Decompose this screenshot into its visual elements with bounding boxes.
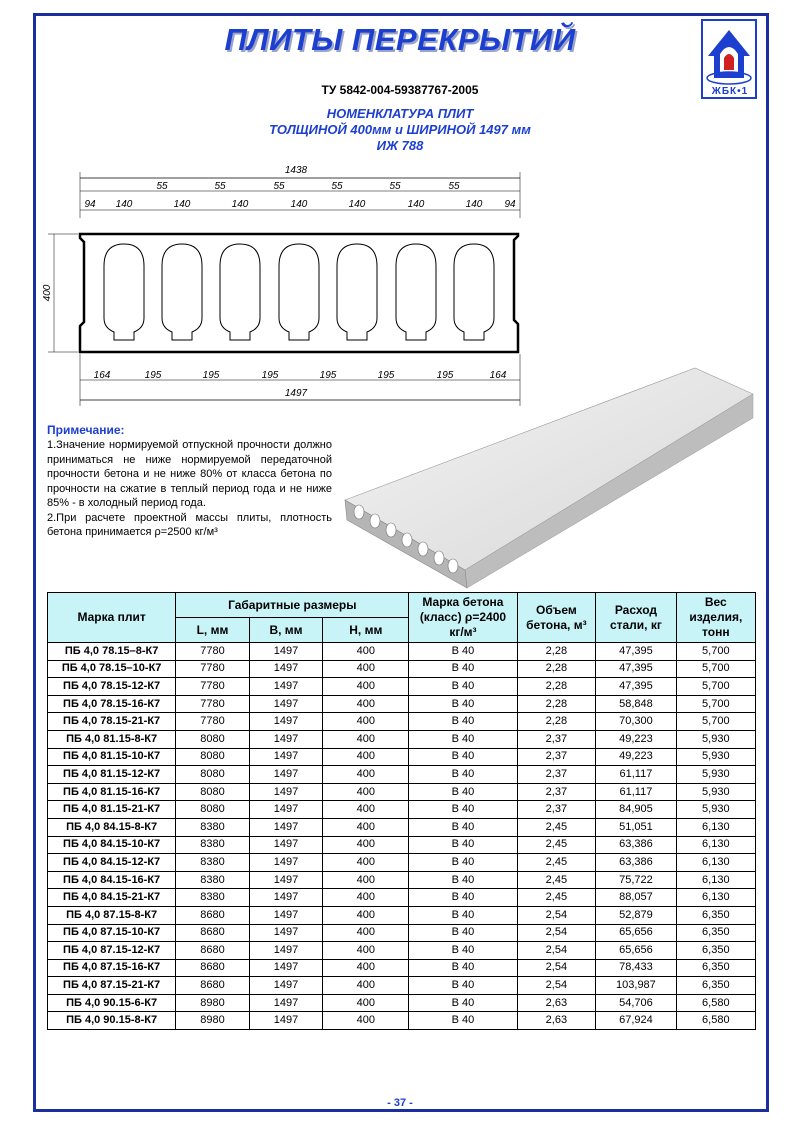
table-row (48, 748, 756, 766)
dim-void: 140 (115, 199, 133, 210)
table-cell: 2,28 (517, 678, 596, 696)
table-cell: 1497 (249, 730, 323, 748)
dim-pitch: 195 (144, 370, 162, 381)
header-weight: Вес изделия, тонн (676, 593, 755, 643)
table-cell: 400 (323, 660, 409, 678)
table-cell: 5,930 (676, 801, 755, 819)
table-row (48, 766, 756, 784)
table-cell-mark: ПБ 4,0 87.15-8-К7 (48, 906, 176, 924)
table-cell-mark: ПБ 4,0 90.15-8-К7 (48, 1012, 176, 1030)
header-steel: Расход стали, кг (596, 593, 676, 643)
table-cell-mark: ПБ 4,0 90.15-6-К7 (48, 994, 176, 1012)
table-cell: В 40 (409, 854, 517, 872)
table-cell-mark: ПБ 4,0 78.15–10-К7 (48, 660, 176, 678)
table-cell: 8980 (176, 994, 250, 1012)
table-cell: В 40 (409, 713, 517, 731)
table-row (48, 889, 756, 907)
table-cell: 70,300 (596, 713, 676, 731)
table-cell: 5,700 (676, 678, 755, 696)
table-cell: 1497 (249, 871, 323, 889)
table-cell: 400 (323, 942, 409, 960)
table-cell: 400 (323, 766, 409, 784)
table-cell-mark: ПБ 4,0 84.15-16-К7 (48, 871, 176, 889)
dim-gap: 55 (448, 181, 460, 192)
table-cell: 8680 (176, 977, 250, 995)
table-cell: В 40 (409, 730, 517, 748)
table-cell: 5,700 (676, 695, 755, 713)
note-item-1: 1.Значение нормируемой отпускной прочности должно приниматься не ниже нормируемой передаточной прочности бетона и не ниже 80% от класса бетона по прочности на сжатие в теплый период года и не ниже 85% - в холодный период года. (47, 439, 332, 509)
table-cell: 2,63 (517, 1012, 596, 1030)
dim-pitch: 195 (202, 370, 220, 381)
dim-gap: 55 (389, 181, 401, 192)
table-cell: 1497 (249, 924, 323, 942)
table-cell: 1497 (249, 713, 323, 731)
table-cell: 84,905 (596, 801, 676, 819)
table-cell: В 40 (409, 801, 517, 819)
table-cell: 400 (323, 730, 409, 748)
table-cell: 2,37 (517, 748, 596, 766)
table-row (48, 678, 756, 696)
table-cell: 5,930 (676, 748, 755, 766)
table-cell: 1497 (249, 1012, 323, 1030)
table-cell: 8380 (176, 871, 250, 889)
dim-void: 140 (231, 199, 249, 210)
table-cell: 5,930 (676, 766, 755, 784)
table-cell: 1497 (249, 818, 323, 836)
table-cell: 7780 (176, 678, 250, 696)
table-cell: 8680 (176, 924, 250, 942)
table-cell: 1497 (249, 854, 323, 872)
table-cell: 8380 (176, 854, 250, 872)
table-cell: В 40 (409, 871, 517, 889)
specs-table-body (48, 643, 756, 1030)
table-cell: 1497 (249, 766, 323, 784)
table-cell: 400 (323, 994, 409, 1012)
table-row (48, 906, 756, 924)
nomenclature-heading (0, 106, 800, 154)
dim-total-bottom: 1497 (284, 388, 308, 399)
table-row (48, 713, 756, 731)
table-cell: 2,37 (517, 730, 596, 748)
table-row (48, 836, 756, 854)
table-cell: 400 (323, 871, 409, 889)
table-cell: 400 (323, 1012, 409, 1030)
table-row (48, 942, 756, 960)
table-cell: 67,924 (596, 1012, 676, 1030)
table-cell: 5,930 (676, 730, 755, 748)
table-cell: 8380 (176, 836, 250, 854)
table-cell-mark: ПБ 4,0 81.15-10-К7 (48, 748, 176, 766)
table-cell: 1497 (249, 748, 323, 766)
dim-gap: 55 (214, 181, 226, 192)
table-cell-mark: ПБ 4,0 81.15-21-К7 (48, 801, 176, 819)
table-cell: 65,656 (596, 942, 676, 960)
table-cell: 5,700 (676, 660, 755, 678)
table-cell: 2,54 (517, 906, 596, 924)
table-cell: 1497 (249, 906, 323, 924)
header-volume: Объем бетона, м³ (517, 593, 596, 643)
table-row (48, 959, 756, 977)
table-cell: 2,28 (517, 643, 596, 661)
table-cell: 1497 (249, 695, 323, 713)
table-cell-mark: ПБ 4,0 87.15-12-К7 (48, 942, 176, 960)
table-cell-mark: ПБ 4,0 87.15-10-К7 (48, 924, 176, 942)
table-cell-mark: ПБ 4,0 78.15-21-К7 (48, 713, 176, 731)
table-cell: В 40 (409, 748, 517, 766)
table-cell: В 40 (409, 695, 517, 713)
table-cell: 1497 (249, 678, 323, 696)
table-cell: 400 (323, 959, 409, 977)
table-cell: 8680 (176, 906, 250, 924)
table-cell: В 40 (409, 959, 517, 977)
table-cell: 400 (323, 695, 409, 713)
table-cell: 61,117 (596, 783, 676, 801)
header-dims: Габаритные размеры (176, 593, 409, 618)
dim-pitch: 195 (319, 370, 337, 381)
table-cell: В 40 (409, 942, 517, 960)
table-cell: В 40 (409, 766, 517, 784)
table-cell: 8080 (176, 748, 250, 766)
table-cell: 88,057 (596, 889, 676, 907)
table-cell: 2,28 (517, 695, 596, 713)
nomenclature-line-3: ИЖ 788 (376, 138, 424, 153)
table-row (48, 994, 756, 1012)
dim-gap: 55 (156, 181, 168, 192)
table-cell-mark: ПБ 4,0 81.15-8-К7 (48, 730, 176, 748)
table-cell: 7780 (176, 695, 250, 713)
table-row (48, 818, 756, 836)
table-cell: 400 (323, 801, 409, 819)
table-cell: 400 (323, 678, 409, 696)
dim-void: 140 (407, 199, 425, 210)
table-cell: 6,130 (676, 854, 755, 872)
table-cell: 2,54 (517, 942, 596, 960)
table-cell: 8980 (176, 1012, 250, 1030)
dim-edge-bottom: 164 (489, 370, 507, 381)
nomenclature-line-2: ТОЛЩИНОЙ 400мм и ШИРИНОЙ 1497 мм (269, 122, 531, 137)
table-cell: В 40 (409, 643, 517, 661)
table-cell: 5,700 (676, 713, 755, 731)
table-row (48, 1012, 756, 1030)
table-cell: В 40 (409, 660, 517, 678)
dim-pitch: 195 (436, 370, 454, 381)
dim-total-top: 1438 (284, 165, 308, 176)
note-item-2: 2.При расчете проектной массы плиты, плотность бетона принимается ρ=2500 кг/м³ (47, 511, 332, 538)
table-row (48, 643, 756, 661)
table-cell: 75,722 (596, 871, 676, 889)
table-cell: 2,28 (517, 660, 596, 678)
dim-height: 400 (42, 284, 53, 302)
table-cell: 47,395 (596, 678, 676, 696)
table-cell: 103,987 (596, 977, 676, 995)
table-cell-mark: ПБ 4,0 78.15-12-К7 (48, 678, 176, 696)
table-cell: В 40 (409, 994, 517, 1012)
table-cell: 2,37 (517, 801, 596, 819)
nomenclature-line-1: НОМЕНКЛАТУРА ПЛИТ (326, 106, 474, 121)
header-mark: Марка плит (48, 593, 176, 643)
table-cell: 1497 (249, 660, 323, 678)
table-cell: 400 (323, 906, 409, 924)
table-cell: 2,54 (517, 959, 596, 977)
table-cell: 6,350 (676, 959, 755, 977)
table-cell: 400 (323, 818, 409, 836)
table-cell: 7780 (176, 660, 250, 678)
table-cell: 2,63 (517, 994, 596, 1012)
dim-gap: 55 (331, 181, 343, 192)
table-cell: 6,350 (676, 977, 755, 995)
table-cell: 78,433 (596, 959, 676, 977)
dim-edge-top: 94 (504, 199, 516, 210)
dim-void: 140 (290, 199, 308, 210)
table-cell: 6,130 (676, 836, 755, 854)
table-cell-mark: ПБ 4,0 84.15-12-К7 (48, 854, 176, 872)
table-cell: 2,45 (517, 889, 596, 907)
table-cell: В 40 (409, 906, 517, 924)
header-L: L, мм (176, 618, 250, 643)
table-cell: 6,580 (676, 1012, 755, 1030)
table-cell: 1497 (249, 977, 323, 995)
table-cell: 400 (323, 977, 409, 995)
table-cell: 2,45 (517, 854, 596, 872)
table-cell-mark: ПБ 4,0 81.15-12-К7 (48, 766, 176, 784)
table-cell: 54,706 (596, 994, 676, 1012)
table-row (48, 854, 756, 872)
header-B: B, мм (249, 618, 323, 643)
table-cell: В 40 (409, 924, 517, 942)
table-cell: 2,45 (517, 871, 596, 889)
table-cell: 400 (323, 889, 409, 907)
dim-edge-top: 94 (84, 199, 96, 210)
table-cell: 6,130 (676, 871, 755, 889)
table-cell: 6,350 (676, 942, 755, 960)
table-cell-mark: ПБ 4,0 78.15-16-К7 (48, 695, 176, 713)
table-cell: В 40 (409, 1012, 517, 1030)
table-row (48, 801, 756, 819)
table-cell: В 40 (409, 977, 517, 995)
table-cell: 1497 (249, 889, 323, 907)
table-cell: 49,223 (596, 730, 676, 748)
table-cell: 8380 (176, 818, 250, 836)
table-cell: 400 (323, 783, 409, 801)
table-cell: 5,700 (676, 643, 755, 661)
table-cell: 2,37 (517, 766, 596, 784)
table-cell: 400 (323, 748, 409, 766)
table-cell-mark: ПБ 4,0 84.15-10-К7 (48, 836, 176, 854)
table-cell: 47,395 (596, 643, 676, 661)
dim-edge-bottom: 164 (93, 370, 111, 381)
slab-3d-illustration (335, 360, 755, 590)
table-cell: 7780 (176, 643, 250, 661)
dim-void: 140 (465, 199, 483, 210)
table-cell: 65,656 (596, 924, 676, 942)
table-cell: 8080 (176, 766, 250, 784)
table-cell: 6,350 (676, 906, 755, 924)
table-cell: 2,37 (517, 783, 596, 801)
table-row (48, 977, 756, 995)
table-row (48, 695, 756, 713)
table-cell: 1497 (249, 801, 323, 819)
table-cell: 8680 (176, 959, 250, 977)
table-row (48, 660, 756, 678)
dim-void: 140 (348, 199, 366, 210)
table-cell-mark: ПБ 4,0 87.15-21-К7 (48, 977, 176, 995)
table-cell: 400 (323, 836, 409, 854)
table-cell: 400 (323, 643, 409, 661)
dim-pitch: 195 (261, 370, 279, 381)
table-cell: В 40 (409, 836, 517, 854)
table-cell: 63,386 (596, 854, 676, 872)
table-cell-mark: ПБ 4,0 84.15-8-К7 (48, 818, 176, 836)
table-cell: 51,051 (596, 818, 676, 836)
table-cell: 8080 (176, 783, 250, 801)
table-cell: 2,45 (517, 818, 596, 836)
table-cell-mark: ПБ 4,0 78.15–8-К7 (48, 643, 176, 661)
page-number: - 37 - (387, 1097, 413, 1109)
table-cell: 6,130 (676, 889, 755, 907)
table-cell: 2,54 (517, 977, 596, 995)
table-row (48, 924, 756, 942)
table-cell: 1497 (249, 994, 323, 1012)
table-cell: 47,395 (596, 660, 676, 678)
table-cell: 8380 (176, 889, 250, 907)
table-cell: 400 (323, 924, 409, 942)
table-cell: 7780 (176, 713, 250, 731)
logo-text: ЖБК•1 (711, 86, 749, 97)
table-cell: 49,223 (596, 748, 676, 766)
table-cell: 8080 (176, 801, 250, 819)
header-concrete: Марка бетона (класс) ρ=2400 кг/м³ (409, 593, 517, 643)
specs-table (47, 592, 756, 1030)
table-cell: 1497 (249, 643, 323, 661)
table-cell: 52,879 (596, 906, 676, 924)
table-cell: 58,848 (596, 695, 676, 713)
table-cell: 2,54 (517, 924, 596, 942)
table-cell: 6,580 (676, 994, 755, 1012)
table-cell-mark: ПБ 4,0 81.15-16-К7 (48, 783, 176, 801)
note-title: Примечание: (47, 423, 125, 437)
table-row (48, 783, 756, 801)
note-body (47, 438, 332, 540)
table-cell: 8680 (176, 942, 250, 960)
dim-void: 140 (173, 199, 191, 210)
table-cell: 1497 (249, 783, 323, 801)
table-cell-mark: ПБ 4,0 87.15-16-К7 (48, 959, 176, 977)
table-cell: 6,350 (676, 924, 755, 942)
table-cell: 400 (323, 713, 409, 731)
table-cell: В 40 (409, 889, 517, 907)
table-cell: В 40 (409, 783, 517, 801)
table-cell: 6,130 (676, 818, 755, 836)
table-cell-mark: ПБ 4,0 84.15-21-К7 (48, 889, 176, 907)
table-cell: 8080 (176, 730, 250, 748)
table-cell: 1497 (249, 942, 323, 960)
table-cell: 400 (323, 854, 409, 872)
table-row (48, 730, 756, 748)
table-cell: В 40 (409, 678, 517, 696)
page-title: ПЛИТЫ ПЕРЕКРЫТИЙ (224, 22, 576, 57)
header-H: H, мм (323, 618, 409, 643)
dim-gap: 55 (273, 181, 285, 192)
table-cell: 2,45 (517, 836, 596, 854)
table-cell: 1497 (249, 959, 323, 977)
table-cell: 1497 (249, 836, 323, 854)
dim-pitch: 195 (377, 370, 395, 381)
table-cell: 5,930 (676, 783, 755, 801)
table-row (48, 871, 756, 889)
spec-reference: ТУ 5842-004-59387767-2005 (321, 83, 479, 97)
table-cell: 2,28 (517, 713, 596, 731)
table-cell: 63,386 (596, 836, 676, 854)
table-cell: В 40 (409, 818, 517, 836)
table-cell: 61,117 (596, 766, 676, 784)
